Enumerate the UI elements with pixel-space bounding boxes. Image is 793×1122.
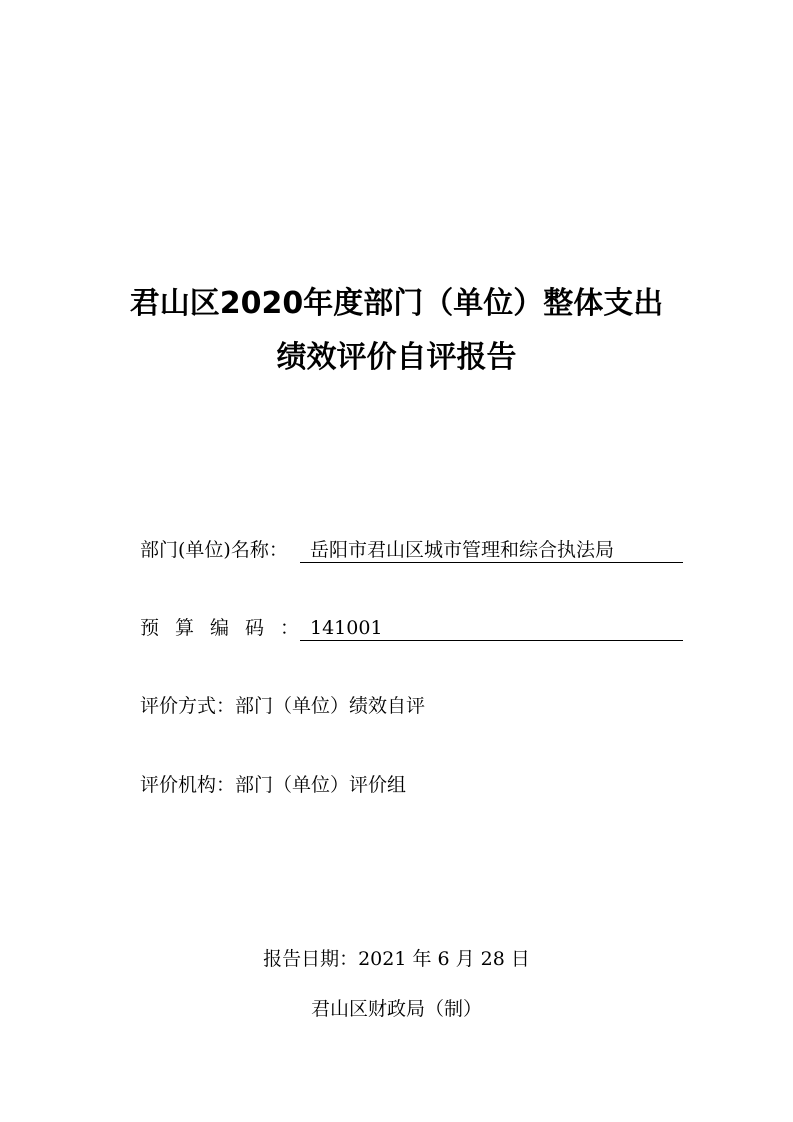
department-name-label: 部门(单位)名称：	[140, 539, 288, 561]
budget-code-field	[140, 613, 383, 643]
evaluation-method-field	[140, 691, 425, 721]
evaluation-method-label: 评价方式：	[140, 695, 236, 717]
report-date: 报告日期：2021 年 6 月 28 日	[263, 948, 530, 970]
report-title-line-1: 君山区2020年度部门（单位）整体支出	[129, 286, 664, 321]
issuer: 君山区财政局（制）	[310, 998, 482, 1020]
evaluation-organization-field	[140, 770, 406, 800]
evaluation-organization-label: 评价机构：	[140, 774, 236, 796]
evaluation-method-value: 部门（单位）绩效自评	[235, 695, 426, 717]
report-title-line-2: 绩效评价自评报告	[276, 340, 517, 375]
evaluation-organization-value: 部门（单位）评价组	[235, 774, 407, 796]
department-name-field	[140, 535, 615, 565]
budget-code-label: 预算编码：	[140, 617, 316, 639]
department-name-value: 岳阳市君山区城市管理和综合执法局	[300, 535, 683, 563]
budget-code-value: 141001	[300, 613, 683, 641]
